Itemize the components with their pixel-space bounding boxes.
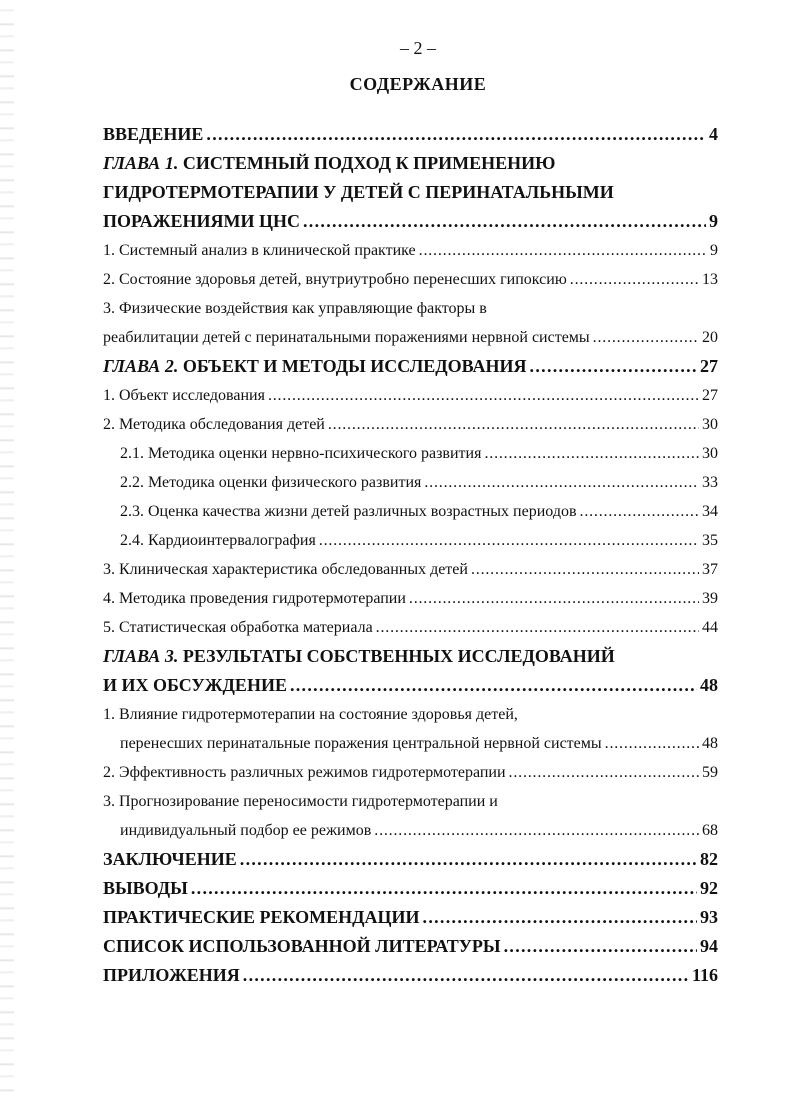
chapter-title-line-2: И ИХ ОБСУЖДЕНИЕ bbox=[103, 675, 287, 695]
toc-entry-text: 5. Статистическая обработка материала bbox=[103, 619, 373, 636]
dot-leader bbox=[504, 932, 697, 961]
toc-section-1-2[interactable] bbox=[103, 265, 718, 294]
toc-page-number: 20 bbox=[702, 329, 718, 346]
scan-edge-artifact bbox=[0, 0, 14, 1096]
chapter-label: ГЛАВА 2. bbox=[103, 356, 179, 376]
dot-leader bbox=[303, 207, 706, 236]
toc-page-number: 30 bbox=[702, 416, 718, 433]
toc-section-3-1-line-2[interactable] bbox=[103, 729, 718, 758]
toc-page-number: 37 bbox=[702, 561, 718, 578]
toc-subsection-2-2-2[interactable] bbox=[103, 468, 718, 497]
dot-leader bbox=[484, 439, 699, 468]
page-number: – 2 – bbox=[400, 38, 436, 58]
toc-page-number: 68 bbox=[702, 822, 718, 839]
toc-subsection-2-2-1[interactable] bbox=[103, 439, 718, 468]
toc-entry-text: 1. Системный анализ в клинической практике bbox=[103, 242, 416, 259]
dot-leader bbox=[268, 381, 699, 410]
toc-section-2-5[interactable] bbox=[103, 613, 718, 642]
dot-leader bbox=[191, 874, 697, 903]
toc-page-number: 27 bbox=[700, 356, 718, 376]
toc-entry-text: 2.2. Методика оценки физического развития bbox=[120, 474, 422, 491]
table-of-contents bbox=[103, 120, 718, 990]
toc-subsection-2-2-3[interactable] bbox=[103, 497, 718, 526]
toc-entry-text: 2.4. Кардиоинтервалография bbox=[120, 532, 316, 549]
toc-entry-text-line-2: индивидуальный подбор ее режимов bbox=[120, 822, 372, 839]
toc-entry-recommendations[interactable] bbox=[103, 903, 718, 932]
dot-leader bbox=[240, 845, 697, 874]
chapter-title: ОБЪЕКТ И МЕТОДЫ ИССЛЕДОВАНИЯ bbox=[182, 356, 527, 376]
toc-section-2-1[interactable] bbox=[103, 381, 718, 410]
toc-section-3-2[interactable] bbox=[103, 758, 718, 787]
dot-leader bbox=[580, 497, 699, 526]
toc-section-3-3-line-2[interactable] bbox=[103, 816, 718, 845]
chapter-title-line-2: ГИДРОТЕРМОТЕРАПИИ У ДЕТЕЙ С ПЕРИНАТАЛЬНЫМИ bbox=[103, 182, 614, 202]
toc-page-number: 44 bbox=[702, 619, 718, 636]
dot-leader bbox=[376, 613, 699, 642]
toc-section-1-3[interactable] bbox=[103, 294, 718, 323]
dot-leader bbox=[593, 323, 699, 352]
page-title: СОДЕРЖАНИЕ bbox=[349, 74, 487, 94]
toc-page-number: 82 bbox=[700, 849, 718, 869]
toc-section-2-4[interactable] bbox=[103, 584, 718, 613]
toc-page-number: 35 bbox=[702, 532, 718, 549]
toc-page-number: 48 bbox=[700, 675, 718, 695]
toc-entry-text: СПИСОК ИСПОЛЬЗОВАННОЙ ЛИТЕРАТУРЫ bbox=[103, 936, 501, 956]
toc-entry-text: 2.1. Методика оценки нервно-психического развития bbox=[120, 445, 482, 462]
toc-entry-text: 1. Объект исследования bbox=[103, 387, 265, 404]
toc-page-number: 94 bbox=[700, 936, 718, 956]
toc-entry-text: 2. Состояние здоровья детей, внутриутробно перенесших гипоксию bbox=[103, 271, 567, 288]
dot-leader bbox=[419, 236, 707, 265]
toc-page-number: 9 bbox=[710, 242, 718, 259]
toc-chapter-1-heading-line-2 bbox=[103, 178, 718, 207]
toc-entry-text: 3. Клиническая характеристика обследованных детей bbox=[103, 561, 468, 578]
toc-page-number: 27 bbox=[702, 387, 718, 404]
toc-chapter-1-heading-line-3[interactable] bbox=[103, 207, 718, 236]
toc-entry-text: ЗАКЛЮЧЕНИЕ bbox=[103, 849, 237, 869]
dot-leader bbox=[423, 903, 697, 932]
toc-entry-references[interactable] bbox=[103, 932, 718, 961]
chapter-label: ГЛАВА 3. bbox=[103, 646, 179, 666]
toc-entry-text: 2.3. Оценка качества жизни детей различных возрастных периодов bbox=[120, 503, 577, 520]
toc-subsection-2-2-4[interactable] bbox=[103, 526, 718, 555]
toc-entry-text: ВВЕДЕНИЕ bbox=[103, 124, 204, 144]
toc-page-number: 33 bbox=[702, 474, 718, 491]
dot-leader bbox=[243, 961, 689, 990]
chapter-title-line-3: ПОРАЖЕНИЯМИ ЦНС bbox=[103, 211, 300, 231]
toc-entry-text-line-2: реабилитации детей с перинатальными поражениями нервной системы bbox=[103, 329, 590, 346]
dot-leader bbox=[424, 468, 699, 497]
toc-page-number: 39 bbox=[702, 590, 718, 607]
toc-entry-text: ПРИЛОЖЕНИЯ bbox=[103, 965, 240, 985]
dot-leader bbox=[570, 265, 699, 294]
dot-leader bbox=[605, 729, 699, 758]
toc-section-3-3[interactable] bbox=[103, 787, 718, 816]
toc-entry-text: ВЫВОДЫ bbox=[103, 878, 188, 898]
toc-page-number: 30 bbox=[702, 445, 718, 462]
toc-page-number: 34 bbox=[702, 503, 718, 520]
chapter-label: ГЛАВА 1. bbox=[103, 153, 179, 173]
toc-page-number: 4 bbox=[709, 124, 718, 144]
toc-page-number: 92 bbox=[700, 878, 718, 898]
toc-entry-findings[interactable] bbox=[103, 874, 718, 903]
toc-entry-introduction[interactable] bbox=[103, 120, 718, 149]
dot-leader bbox=[530, 352, 697, 381]
dot-leader bbox=[319, 526, 699, 555]
toc-entry-text-line-1: 3. Прогнозирование переносимости гидротермотерапии и bbox=[103, 793, 498, 810]
toc-section-1-1[interactable] bbox=[103, 236, 718, 265]
toc-page-number: 48 bbox=[702, 735, 718, 752]
toc-entry-text-line-1: 3. Физические воздействия как управляющие факторы в bbox=[103, 300, 487, 317]
dot-leader bbox=[290, 671, 697, 700]
chapter-title-line-1: СИСТЕМНЫЙ ПОДХОД К ПРИМЕНЕНИЮ bbox=[182, 153, 556, 173]
toc-entry-conclusion[interactable] bbox=[103, 845, 718, 874]
toc-chapter-3-heading-line-2[interactable] bbox=[103, 671, 718, 700]
dot-leader bbox=[206, 120, 706, 149]
toc-section-2-2[interactable] bbox=[103, 410, 718, 439]
toc-chapter-1-heading[interactable] bbox=[103, 149, 718, 178]
toc-entry-text: ПРАКТИЧЕСКИЕ РЕКОМЕНДАЦИИ bbox=[103, 907, 420, 927]
toc-section-3-1[interactable] bbox=[103, 700, 718, 729]
dot-leader bbox=[509, 758, 699, 787]
toc-chapter-2-heading[interactable] bbox=[103, 352, 718, 381]
toc-entry-text-line-2: перенесших перинатальные поражения центральной нервной системы bbox=[120, 735, 602, 752]
dot-leader bbox=[328, 410, 699, 439]
toc-entry-text: 2. Эффективность различных режимов гидротермотерапии bbox=[103, 764, 506, 781]
toc-page-number: 116 bbox=[691, 965, 718, 985]
chapter-title-line-1: РЕЗУЛЬТАТЫ СОБСТВЕННЫХ ИССЛЕДОВАНИЙ bbox=[182, 646, 615, 666]
dot-leader bbox=[471, 555, 699, 584]
toc-chapter-3-heading[interactable] bbox=[103, 642, 718, 671]
toc-entry-appendices[interactable] bbox=[103, 961, 718, 990]
toc-page-number: 93 bbox=[700, 907, 718, 927]
toc-entry-text: 4. Методика проведения гидротермотерапии bbox=[103, 590, 406, 607]
toc-page-number: 59 bbox=[702, 764, 718, 781]
toc-page-number: 9 bbox=[709, 211, 718, 231]
toc-entry-text: 2. Методика обследования детей bbox=[103, 416, 325, 433]
toc-entry-text-line-1: 1. Влияние гидротермотерапии на состояние здоровья детей, bbox=[103, 706, 518, 723]
dot-leader bbox=[374, 816, 699, 845]
toc-section-2-3[interactable] bbox=[103, 555, 718, 584]
toc-section-1-3-line-2[interactable] bbox=[103, 323, 718, 352]
toc-page-number: 13 bbox=[702, 271, 718, 288]
dot-leader bbox=[409, 584, 699, 613]
